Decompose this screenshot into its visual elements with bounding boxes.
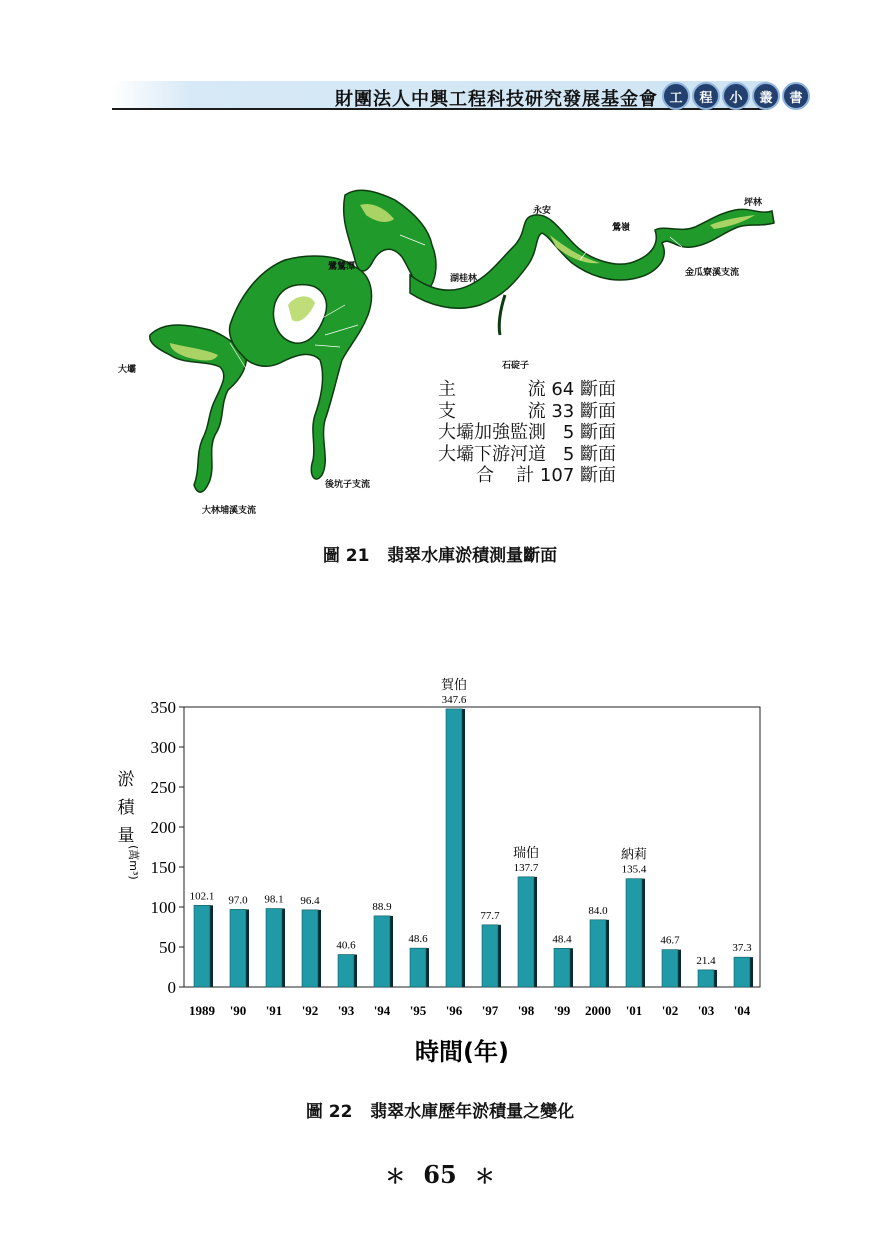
figure-number: 圖 22 [305, 1102, 353, 1122]
legend-value: 5 斷面 [562, 443, 616, 465]
series-badge: 小 [722, 82, 750, 110]
legend-value: 計 107 斷面 [516, 465, 616, 486]
map-label-jingualiao: 金瓜寮溪支流 [685, 268, 740, 278]
x-tick-label: '95 [409, 1003, 427, 1018]
y-axis-unit: (萬m³) [127, 845, 140, 880]
legend-row-branch [438, 401, 618, 423]
bar [482, 925, 498, 987]
y-tick-label: 0 [167, 978, 176, 997]
x-tick-label: '03 [697, 1003, 715, 1018]
y-tick-label: 150 [150, 858, 176, 877]
bar-value-label: 77.7 [480, 909, 500, 922]
map-label-pinglin: 坪林 [744, 198, 763, 208]
x-tick-label: '94 [373, 1003, 391, 1018]
bar [590, 920, 606, 987]
legend-value: 流 64 斷面 [527, 379, 616, 400]
series-badges [662, 82, 810, 110]
y-axis-label-char: 積 [117, 798, 135, 818]
bar-value-label: 40.6 [336, 939, 356, 952]
series-badge: 工 [662, 82, 690, 110]
x-tick-label: '01 [625, 1003, 643, 1018]
bar-value-label: 48.6 [408, 933, 428, 946]
map-label-shikezi: 石碇子 [502, 361, 530, 371]
bar-value-label: 37.3 [732, 942, 752, 955]
map-label-luyuhu: 鷺鷥潭 [328, 262, 356, 272]
map-label-hupanlin: 湖桂林 [450, 274, 478, 284]
bar-value-label: 46.7 [660, 934, 680, 947]
legend-label: 大壩下游河道 [438, 443, 546, 465]
bar [302, 910, 318, 987]
reservoir-central-loop [230, 256, 372, 479]
bar-value-label: 135.4 [621, 863, 647, 876]
bar [338, 955, 354, 987]
bar-value-label: 102.1 [189, 890, 215, 903]
x-tick-label: '98 [517, 1003, 535, 1018]
event-annotation: 賀伯 [440, 677, 468, 693]
legend-label: 主 [438, 379, 456, 400]
bar [266, 909, 282, 987]
chart-svg [100, 660, 780, 1080]
map-label-dalinpu: 大林埔溪支流 [202, 506, 257, 516]
bar-value-label: 48.4 [552, 933, 572, 946]
x-tick-label: '97 [481, 1003, 499, 1018]
page-number-value: 65 [423, 1160, 457, 1189]
map-label-houkeng: 後坑子支流 [325, 480, 371, 490]
shikezi-branch [499, 295, 505, 335]
figure-number: 圖 21 [322, 546, 370, 566]
bar-value-label: 21.4 [696, 954, 716, 967]
x-axis-title: 時間(年) [415, 1038, 509, 1066]
bar [374, 916, 390, 987]
sediment-bar-chart [100, 660, 780, 1080]
bar-value-label: 97.0 [228, 894, 248, 907]
bar-value-label: 98.1 [264, 893, 284, 906]
ornament-star: ＊ [474, 1164, 495, 1188]
x-tick-label: '93 [337, 1003, 355, 1018]
figure-title: 翡翠水庫淤積測量斷面 [387, 546, 558, 566]
event-annotation: 瑞伯 [512, 845, 540, 861]
section-count-legend [438, 379, 618, 487]
bar [518, 877, 534, 987]
ornament-star: ＊ [385, 1164, 406, 1188]
y-tick-label: 350 [150, 698, 176, 717]
map-label-yongan: 永安 [533, 206, 552, 216]
figure-title: 翡翠水庫歷年淤積量之變化 [370, 1102, 575, 1122]
bar [194, 905, 210, 987]
map-label-dam: 大壩 [118, 365, 137, 375]
page-number [0, 1160, 880, 1189]
legend-row-main [438, 379, 618, 401]
legend-row-total [438, 465, 618, 487]
event-annotation: 納莉 [620, 847, 648, 863]
x-tick-label: '02 [661, 1003, 679, 1018]
x-tick-label: '04 [733, 1003, 751, 1018]
x-tick-label: '90 [229, 1003, 247, 1018]
series-badge: 書 [782, 82, 810, 110]
y-tick-label: 200 [150, 818, 176, 837]
bar [410, 948, 426, 987]
bar-value-label: 88.9 [372, 900, 392, 913]
map-label-yingniao: 鶯嶺 [612, 223, 631, 233]
legend-label: 大壩加強監測 [438, 422, 546, 443]
x-tick-label: '92 [301, 1003, 319, 1018]
bar [230, 909, 246, 987]
x-tick-label: 1989 [189, 1003, 215, 1018]
y-tick-label: 300 [150, 738, 176, 757]
figure-22-caption [0, 1097, 880, 1122]
legend-value: 5 斷面 [562, 422, 616, 443]
y-axis-label-char: 淤 [117, 770, 135, 790]
bar-value-label: 347.6 [441, 693, 467, 706]
series-badge: 叢 [752, 82, 780, 110]
legend-label: 支 [438, 400, 456, 422]
legend-row-dam-monitor [438, 422, 618, 444]
bar-value-label: 137.7 [513, 861, 539, 874]
bar-value-label: 96.4 [300, 894, 320, 907]
y-axis-label-char: 量 [117, 826, 135, 846]
bar [698, 970, 714, 987]
bar [626, 879, 642, 987]
bar [554, 948, 570, 987]
foundation-title: 財團法人中興工程科技研究發展基金會 [335, 89, 658, 110]
legend-value: 流 33 斷面 [527, 400, 616, 422]
y-tick-label: 50 [159, 938, 176, 957]
bar [662, 950, 678, 987]
legend-row-downstream [438, 444, 618, 466]
x-tick-label: '99 [553, 1003, 571, 1018]
x-tick-label: '91 [265, 1003, 283, 1018]
bar [734, 957, 750, 987]
figure-21-caption [0, 541, 880, 566]
y-tick-label: 250 [150, 778, 176, 797]
y-tick-label: 100 [150, 898, 176, 917]
bar [446, 709, 462, 987]
x-tick-label: '96 [445, 1003, 463, 1018]
x-tick-label: 2000 [585, 1003, 611, 1018]
series-badge: 程 [692, 82, 720, 110]
bar-value-label: 84.0 [588, 904, 608, 917]
legend-label: 合 [476, 465, 494, 486]
